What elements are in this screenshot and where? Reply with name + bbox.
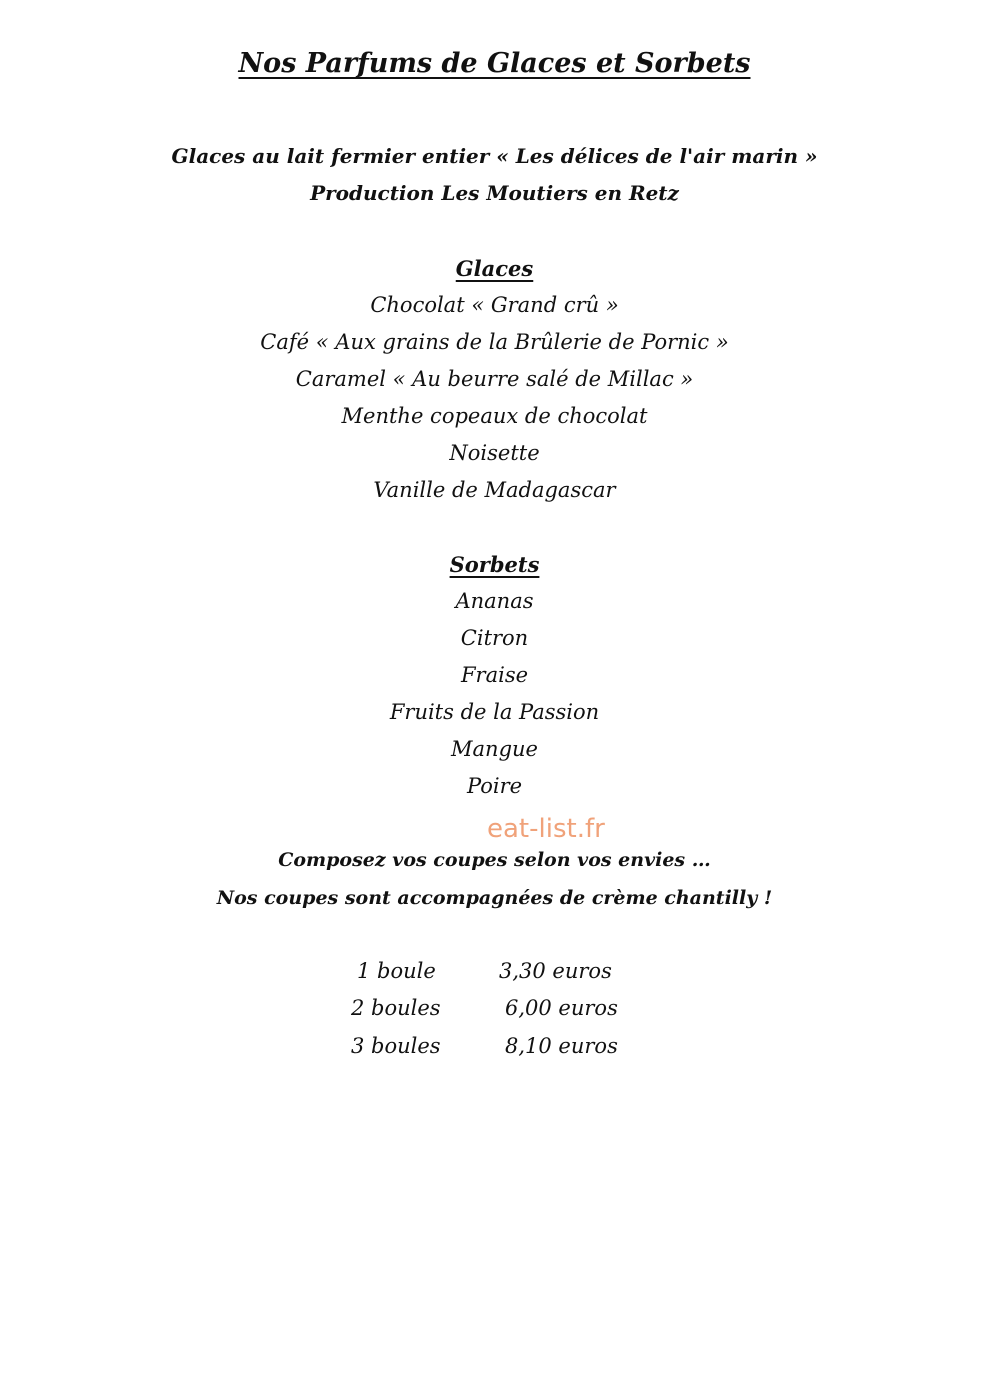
glace-item-chocolat: Chocolat « Grand crû » <box>370 293 619 317</box>
note-line-2: Nos coupes sont accompagnées de crème chantilly ! <box>216 887 773 909</box>
price-row <box>357 961 647 987</box>
price-value: 6,00 euros <box>505 996 618 1020</box>
sorbet-item-poire: Poire <box>466 774 523 798</box>
glace-item-vanille: Vanille de Madagascar <box>373 478 616 502</box>
sorbet-item-fraise: Fraise <box>460 663 529 687</box>
price-qty: 2 boules <box>351 996 441 1020</box>
price-value: 8,10 euros <box>505 1034 618 1058</box>
sorbet-item-citron: Citron <box>460 626 529 650</box>
sorbet-item-ananas: Ananas <box>455 589 534 613</box>
glace-item-cafe: Café « Aux grains de la Brûlerie de Pornic » <box>260 330 729 354</box>
price-row <box>351 998 647 1024</box>
sorbet-item-fruits-passion: Fruits de la Passion <box>389 700 600 724</box>
price-row <box>351 1036 647 1062</box>
page-title: Nos Parfums de Glaces et Sorbets <box>238 48 751 79</box>
sorbet-item-mangue: Mangue <box>451 737 538 761</box>
sorbets-heading: Sorbets <box>449 552 540 577</box>
glaces-heading: Glaces <box>455 256 534 281</box>
watermark-text: eat-list.fr <box>487 814 605 844</box>
price-qty: 3 boules <box>351 1034 441 1058</box>
price-value: 3,30 euros <box>499 959 612 983</box>
glace-item-menthe: Menthe copeaux de chocolat <box>341 404 648 428</box>
intro-line-2: Production Les Moutiers en Retz <box>310 181 679 205</box>
glace-item-noisette: Noisette <box>449 441 540 465</box>
glace-item-caramel: Caramel « Au beurre salé de Millac » <box>295 367 694 391</box>
intro-line-1: Glaces au lait fermier entier « Les délices de l'air marin » <box>171 144 818 168</box>
price-qty: 1 boule <box>357 959 436 983</box>
note-line-1: Composez vos coupes selon vos envies … <box>278 849 711 871</box>
